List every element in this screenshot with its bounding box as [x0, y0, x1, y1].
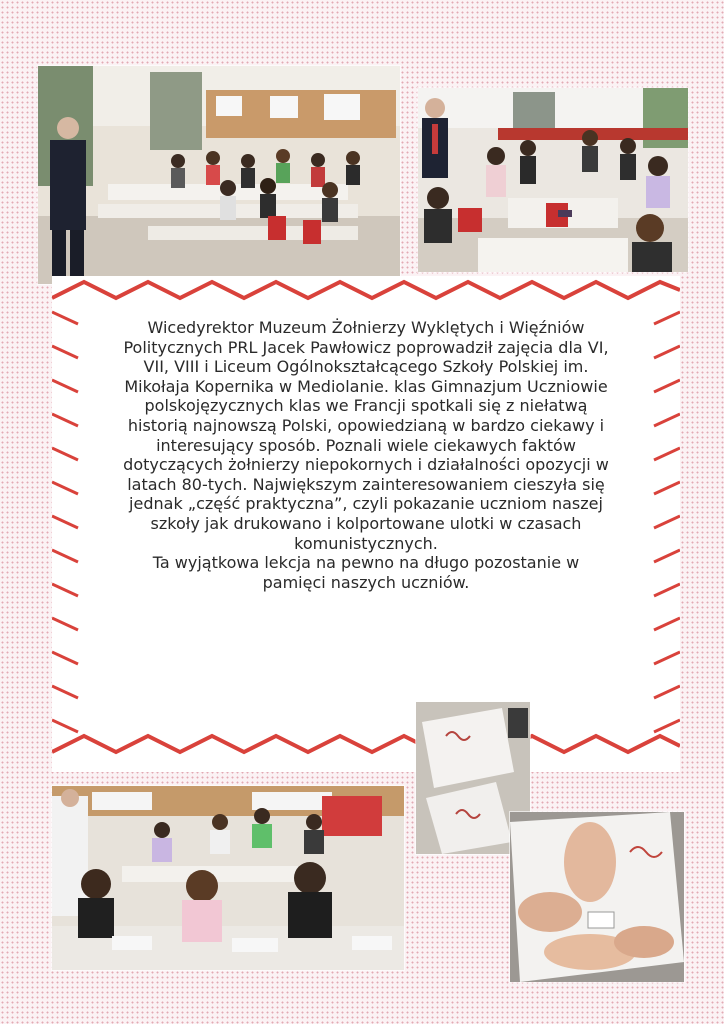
hands-making-leaflet-photo [510, 812, 684, 982]
article-paragraph-1: Wicedyrektor Muzeum Żołnierzy Wyklętych i Więźniów Politycznych PRL Jacek Pawłowicz poprowadził zajęcia dla VI, VII, VIII i Liceum Ogólnokształcącego Szkoły Polskiej im. Mikołaja Kopernika w Mediolanie. klas Gimnazjum Uczniowie polskojęzycznych klas we Francji spotkali się z niełatwą historią najnowszą Polski, opowiedzianą w bardzo ciekawy i interesujący sposób. Poznali wiele ciekawych faktów dotyczących żołnierzy niepokornych i działalności opozycji w latach 80-tych. Największym zainteresowaniem cieszyła się jednak „część praktyczna”, czyli pokazanie uczniom naszej szkoły jak drukowano i kolportowane ulotki w czasach komunistycznych. [123, 318, 609, 553]
article-body [122, 318, 610, 592]
article-paragraph-2: Ta wyjątkowa lekcja na pewno na długo pozostanie w pamięci naszych uczniów. [152, 553, 580, 592]
classroom-lecture-photo [38, 66, 400, 284]
lecturer-with-students-photo [418, 88, 688, 272]
article-card [52, 276, 680, 772]
students-at-work-photo [52, 786, 404, 970]
